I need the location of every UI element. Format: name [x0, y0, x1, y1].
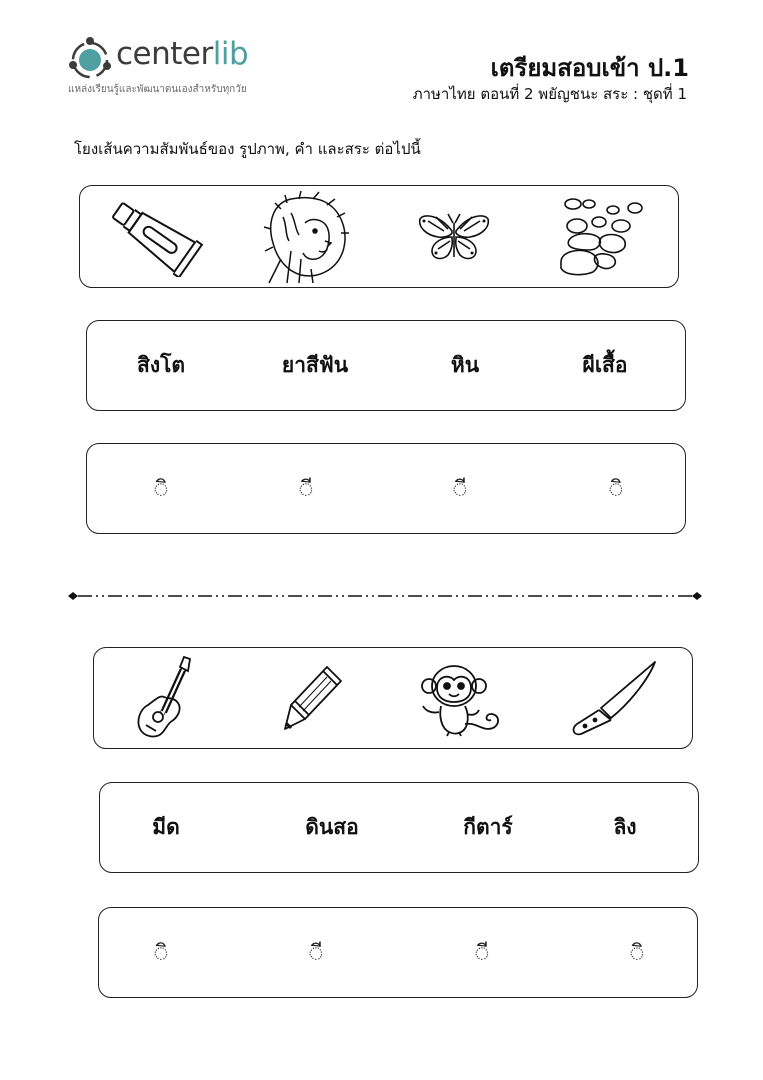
word-item: มีด	[152, 815, 180, 839]
instruction-text: โยงเส้นความสัมพันธ์ของ รูปภาพ, คำ และสระ ต่อไปนี้	[74, 140, 421, 158]
vowel-item: ◌ิ	[154, 941, 168, 966]
page-title: เตรียมสอบเข้า ป.1	[490, 54, 689, 82]
centerlib-logo	[66, 34, 296, 98]
pencil-icon	[283, 663, 345, 733]
monkey-icon	[419, 658, 503, 738]
vowel-item: ◌ี	[299, 477, 313, 502]
word-item: สิงโต	[137, 353, 185, 377]
cut-line-divider	[68, 590, 702, 602]
toothpaste-picture	[106, 186, 206, 287]
lion-picture	[261, 186, 351, 287]
logo-wordmark: centerlib	[116, 36, 249, 72]
vowel-item: ◌ิ	[154, 477, 168, 502]
guitar-icon	[130, 655, 194, 741]
word-item: ผีเสื้อ	[582, 353, 628, 377]
vowel-item: ◌ี	[453, 477, 467, 502]
knife-icon	[569, 658, 659, 738]
vowel-box-2	[98, 907, 698, 998]
knife-picture	[569, 648, 659, 748]
butterfly-icon	[418, 209, 490, 265]
guitar-picture	[130, 648, 194, 748]
molecule-logo-icon	[66, 34, 114, 82]
vowel-item: ◌ี	[309, 941, 323, 966]
logo-tagline: แหล่งเรียนรู้และพัฒนาตนเองสำหรับทุกวัย	[68, 84, 247, 95]
picture-box-1	[79, 185, 679, 288]
word-item: หิน	[450, 353, 480, 377]
word-item: กีตาร์	[463, 815, 513, 839]
word-box-1	[86, 320, 686, 411]
butterfly-picture	[418, 186, 490, 287]
stones-icon	[555, 196, 645, 278]
vowel-box-1	[86, 443, 686, 534]
pencil-picture	[283, 648, 345, 748]
lion-icon	[261, 189, 351, 285]
word-item: ยาสีฟัน	[281, 353, 349, 377]
vowel-item: ◌ิ	[609, 477, 623, 502]
toothpaste-icon	[106, 197, 206, 277]
word-item: ลิง	[613, 815, 637, 839]
page-subtitle: ภาษาไทย ตอนที่ 2 พยัญชนะ สระ : ชุดที่ 1	[412, 85, 687, 103]
picture-box-2	[93, 647, 693, 749]
monkey-picture	[419, 648, 503, 748]
vowel-item: ◌ี	[475, 941, 489, 966]
word-item: ดินสอ	[305, 815, 359, 839]
word-box-2	[99, 782, 699, 873]
vowel-item: ◌ิ	[630, 941, 644, 966]
stones-picture	[555, 186, 645, 287]
